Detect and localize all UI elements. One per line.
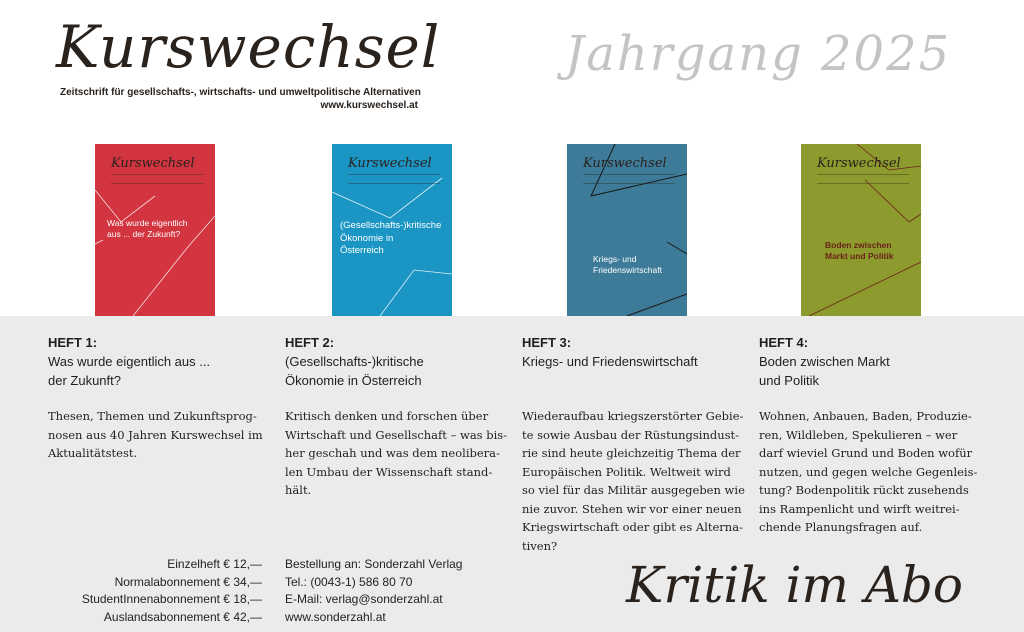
issue-heading: HEFT 3:: [522, 335, 572, 350]
price-item: StudentInnenabonnement € 18,—: [81, 592, 262, 606]
cover-heft-3: [567, 144, 687, 316]
price-item: Normalabonnement € 34,—: [114, 574, 262, 589]
issue-column-1: [48, 333, 263, 463]
issue-description: Kritisch denken und forschen über Wirtschaft und Gesellschaft – was bis- her geschah und was dem neolibera- len Umbau der Wissenschaft stand- hält.: [285, 409, 508, 497]
issue-heading: HEFT 1:: [48, 335, 98, 350]
order-phone[interactable]: Tel.: (0043-1) 586 80 70: [285, 574, 413, 589]
cover-text: Was wurde eigentlich aus ... der Zukunft?: [107, 218, 188, 239]
cover-logo: Kurswechsel: [348, 156, 432, 171]
cover-heft-1: [95, 144, 215, 316]
order-website[interactable]: www.sonderzahl.at: [285, 609, 386, 624]
cover-heft-4: [801, 144, 921, 316]
issue-title: Was wurde eigentlich aus ... der Zukunft?: [48, 354, 211, 388]
price-item: Einzelheft € 12,—: [167, 557, 262, 571]
issue-title: (Gesellschafts-)kritische Ökonomie in Österreich: [285, 354, 424, 388]
cover-text: Kriegs- und Friedenswirtschaft: [593, 254, 662, 275]
issue-title: Kriegs- und Friedenswirtschaft: [522, 354, 698, 369]
price-item: Auslandsabonnement € 42,—: [103, 609, 262, 624]
issue-title: Boden zwischen Markt und Politik: [759, 354, 890, 388]
cover-logo: Kurswechsel: [817, 156, 901, 171]
issue-description: Wohnen, Anbauen, Baden, Produzie- ren, Wildleben, Spekulieren – wer darf wieviel Grund und Boden wofür nutzen, und gegen welche Gegenleis- tung? Bodenpolitik rückt zusehends ins Rampenlicht und wirft weitrei- chende Planungsfragen auf.: [759, 409, 978, 534]
order-publisher: Bestellung an: Sonderzahl Verlag: [285, 557, 463, 571]
cover-text: (Gesellschafts-)kritische Ökonomie in Österreich: [340, 220, 442, 256]
issue-description: Thesen, Themen und Zukunftsprog- nosen aus 40 Jahren Kurswechsel im Aktualitätstest.: [48, 409, 263, 460]
issue-heading: HEFT 4:: [759, 335, 809, 350]
year-label: Jahrgang 2025: [565, 26, 952, 82]
issue-heading: HEFT 2:: [285, 335, 335, 350]
issue-column-4: [759, 333, 978, 537]
cover-text: Boden zwischen Markt und Politik: [825, 240, 894, 261]
price-list: [40, 556, 262, 626]
brand-subtitle: [60, 86, 421, 112]
brand-logo: Kurswechsel: [56, 13, 441, 81]
tagline: Zeitschrift für gesellschafts-, wirtschafts- und umweltpolitische Alternativen: [60, 87, 421, 98]
issue-column-3: [522, 333, 745, 555]
issue-description: Wiederaufbau kriegszerstörter Gebie- te sowie Ausbau der Rüstungsindust- rie sind heute gleichzeitig Thema der Europäischen Politik. Weltweit wird so viel für das Militär ausgegeben wie nie zuvor. Stehen wir vor einer neuen Kriegswirtschaft oder gibt es Alterna- tiven?: [522, 409, 745, 553]
order-info: [285, 556, 462, 626]
cover-logo: Kurswechsel: [583, 156, 667, 171]
slogan: Kritik im Abo: [626, 556, 964, 614]
issue-column-2: [285, 333, 508, 500]
order-email[interactable]: E-Mail: verlag@sonderzahl.at: [285, 592, 443, 606]
website-link[interactable]: www.kurswechsel.at: [320, 100, 418, 111]
cover-logo: Kurswechsel: [111, 156, 195, 171]
cover-heft-2: [332, 144, 452, 316]
